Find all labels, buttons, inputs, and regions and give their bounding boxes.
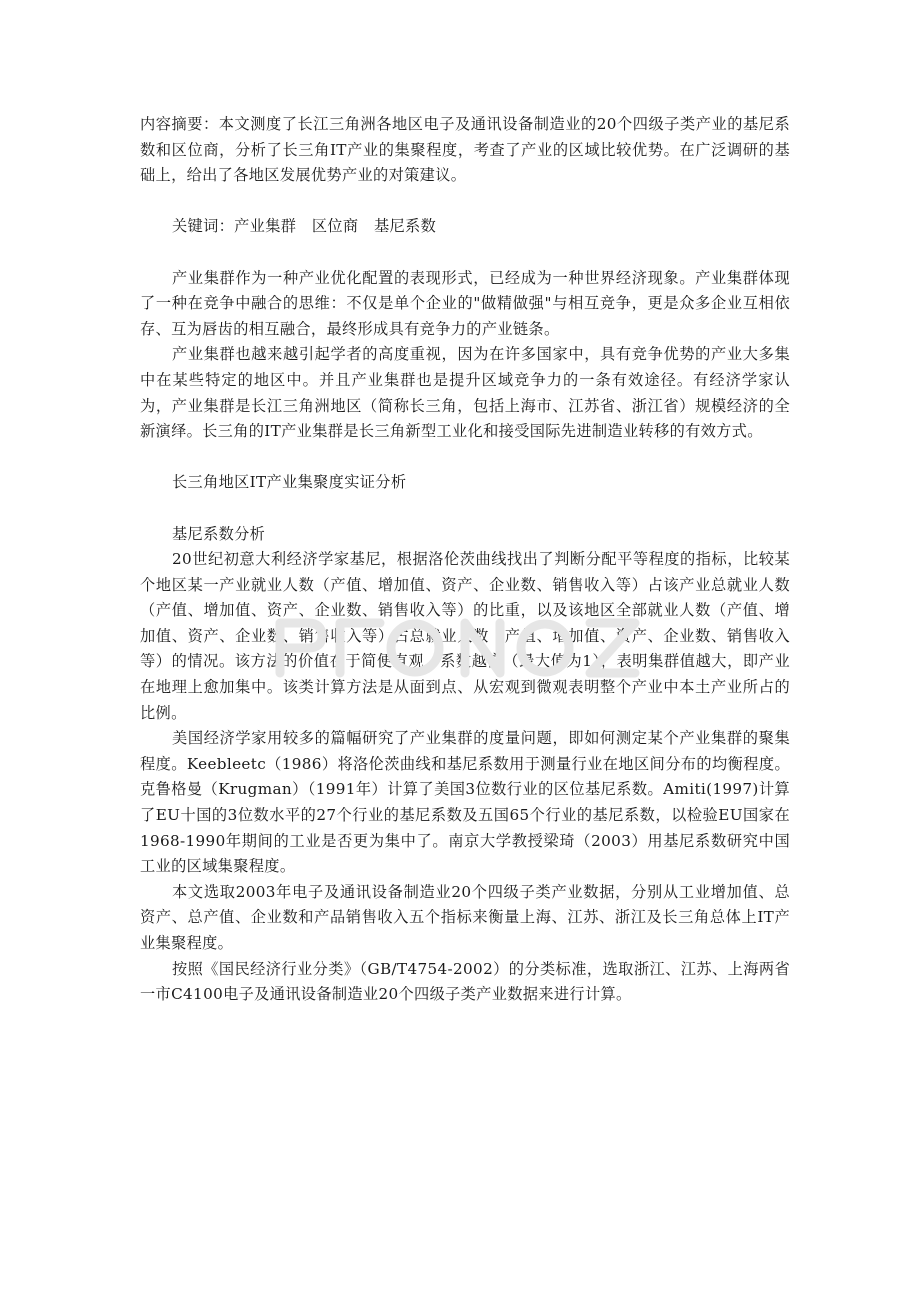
body-paragraph: 美国经济学家用较多的篇幅研究了产业集群的度量问题，即如何测定某个产业集群的聚集程度。Keebleetc（1986）将洛伦茨曲线和基尼系数用于测量行业在地区间分布的均衡程度。克鲁格曼（Krugman）（1991年）计算了美国3位数行业的区位基尼系数。Amiti(1997)计算了EU十国的3位数水平的27个行业的基尼系数及五国65个行业的基尼系数，以检验EU国家在1968-1990年期间的工业是否更为集中了。南京大学教授梁琦（2003）用基尼系数研究中国工业的区域集聚程度。 [140,729,790,876]
abstract-paragraph: 内容摘要：本文测度了长江三角洲各地区电子及通讯设备制造业的20个四级子类产业的基尼系数和区位商，分析了长三角IT产业的集聚程度，考查了产业的区域比较优势。在广泛调研的基础上，给出了各地区发展优势产业的对策建议。 [140,115,790,185]
body-paragraph: 20世纪初意大利经济学家基尼，根据洛伦茨曲线找出了判断分配平等程度的指标，比较某个地区某一产业就业人数（产值、增加值、资产、企业数、销售收入等）占该产业总就业人数（产值、增加值、资产、企业数、销售收入等）的比重，以及该地区全部就业人数（产值、增加值、资产、企业数、销售收入等）占总就业人数（产值、增加值、资产、企业数、销售收入等）的情况。该方法的价值在于简便直观，系数越高（最大值为1），表明集群值越大，即产业在地理上愈加集中。该类计算方法是从面到点、从宏观到微观表明整个产业中本土产业所占的比例。 [140,550,790,722]
intro-paragraph: 产业集群也越来越引起学者的高度重视，因为在许多国家中，具有竞争优势的产业大多集中在某些特定的地区中。并且产业集群也是提升区域竞争力的一条有效途径。有经济学家认为，产业集群是长江三角洲地区（简称长三角，包括上海市、江苏省、浙江省）规模经济的全新演绎。长三角的IT产业集群是长三角新型工业化和接受国际先进制造业转移的有效方式。 [140,345,790,441]
subsection-title: 基尼系数分析 [172,524,266,543]
keywords-line: 关键词：产业集群 区位商 基尼系数 [172,217,437,236]
body-paragraph: 本文选取2003年电子及通讯设备制造业20个四级子类产业数据，分别从工业增加值、总资产、总产值、企业数和产品销售收入五个指标来衡量上海、江苏、浙江及长三角总体上IT产业集聚程度。 [140,882,790,952]
intro-paragraph: 产业集群作为一种产业优化配置的表现形式，已经成为一种世界经济现象。产业集群体现了一种在竞争中融合的思维：不仅是单个企业的"做精做强"与相互竞争，更是众多企业互相依存、互为唇齿的相互融合，最终形成具有竞争力的产业链条。 [140,268,790,338]
body-paragraph: 按照《国民经济行业分类》（GB/T4754-2002）的分类标准，选取浙江、江苏、上海两省一市C4100电子及通讯设备制造业20个四级子类产业数据来进行计算。 [140,959,790,1004]
section-title: 长三角地区IT产业集聚度实证分析 [172,473,407,492]
document-body [140,112,790,1008]
